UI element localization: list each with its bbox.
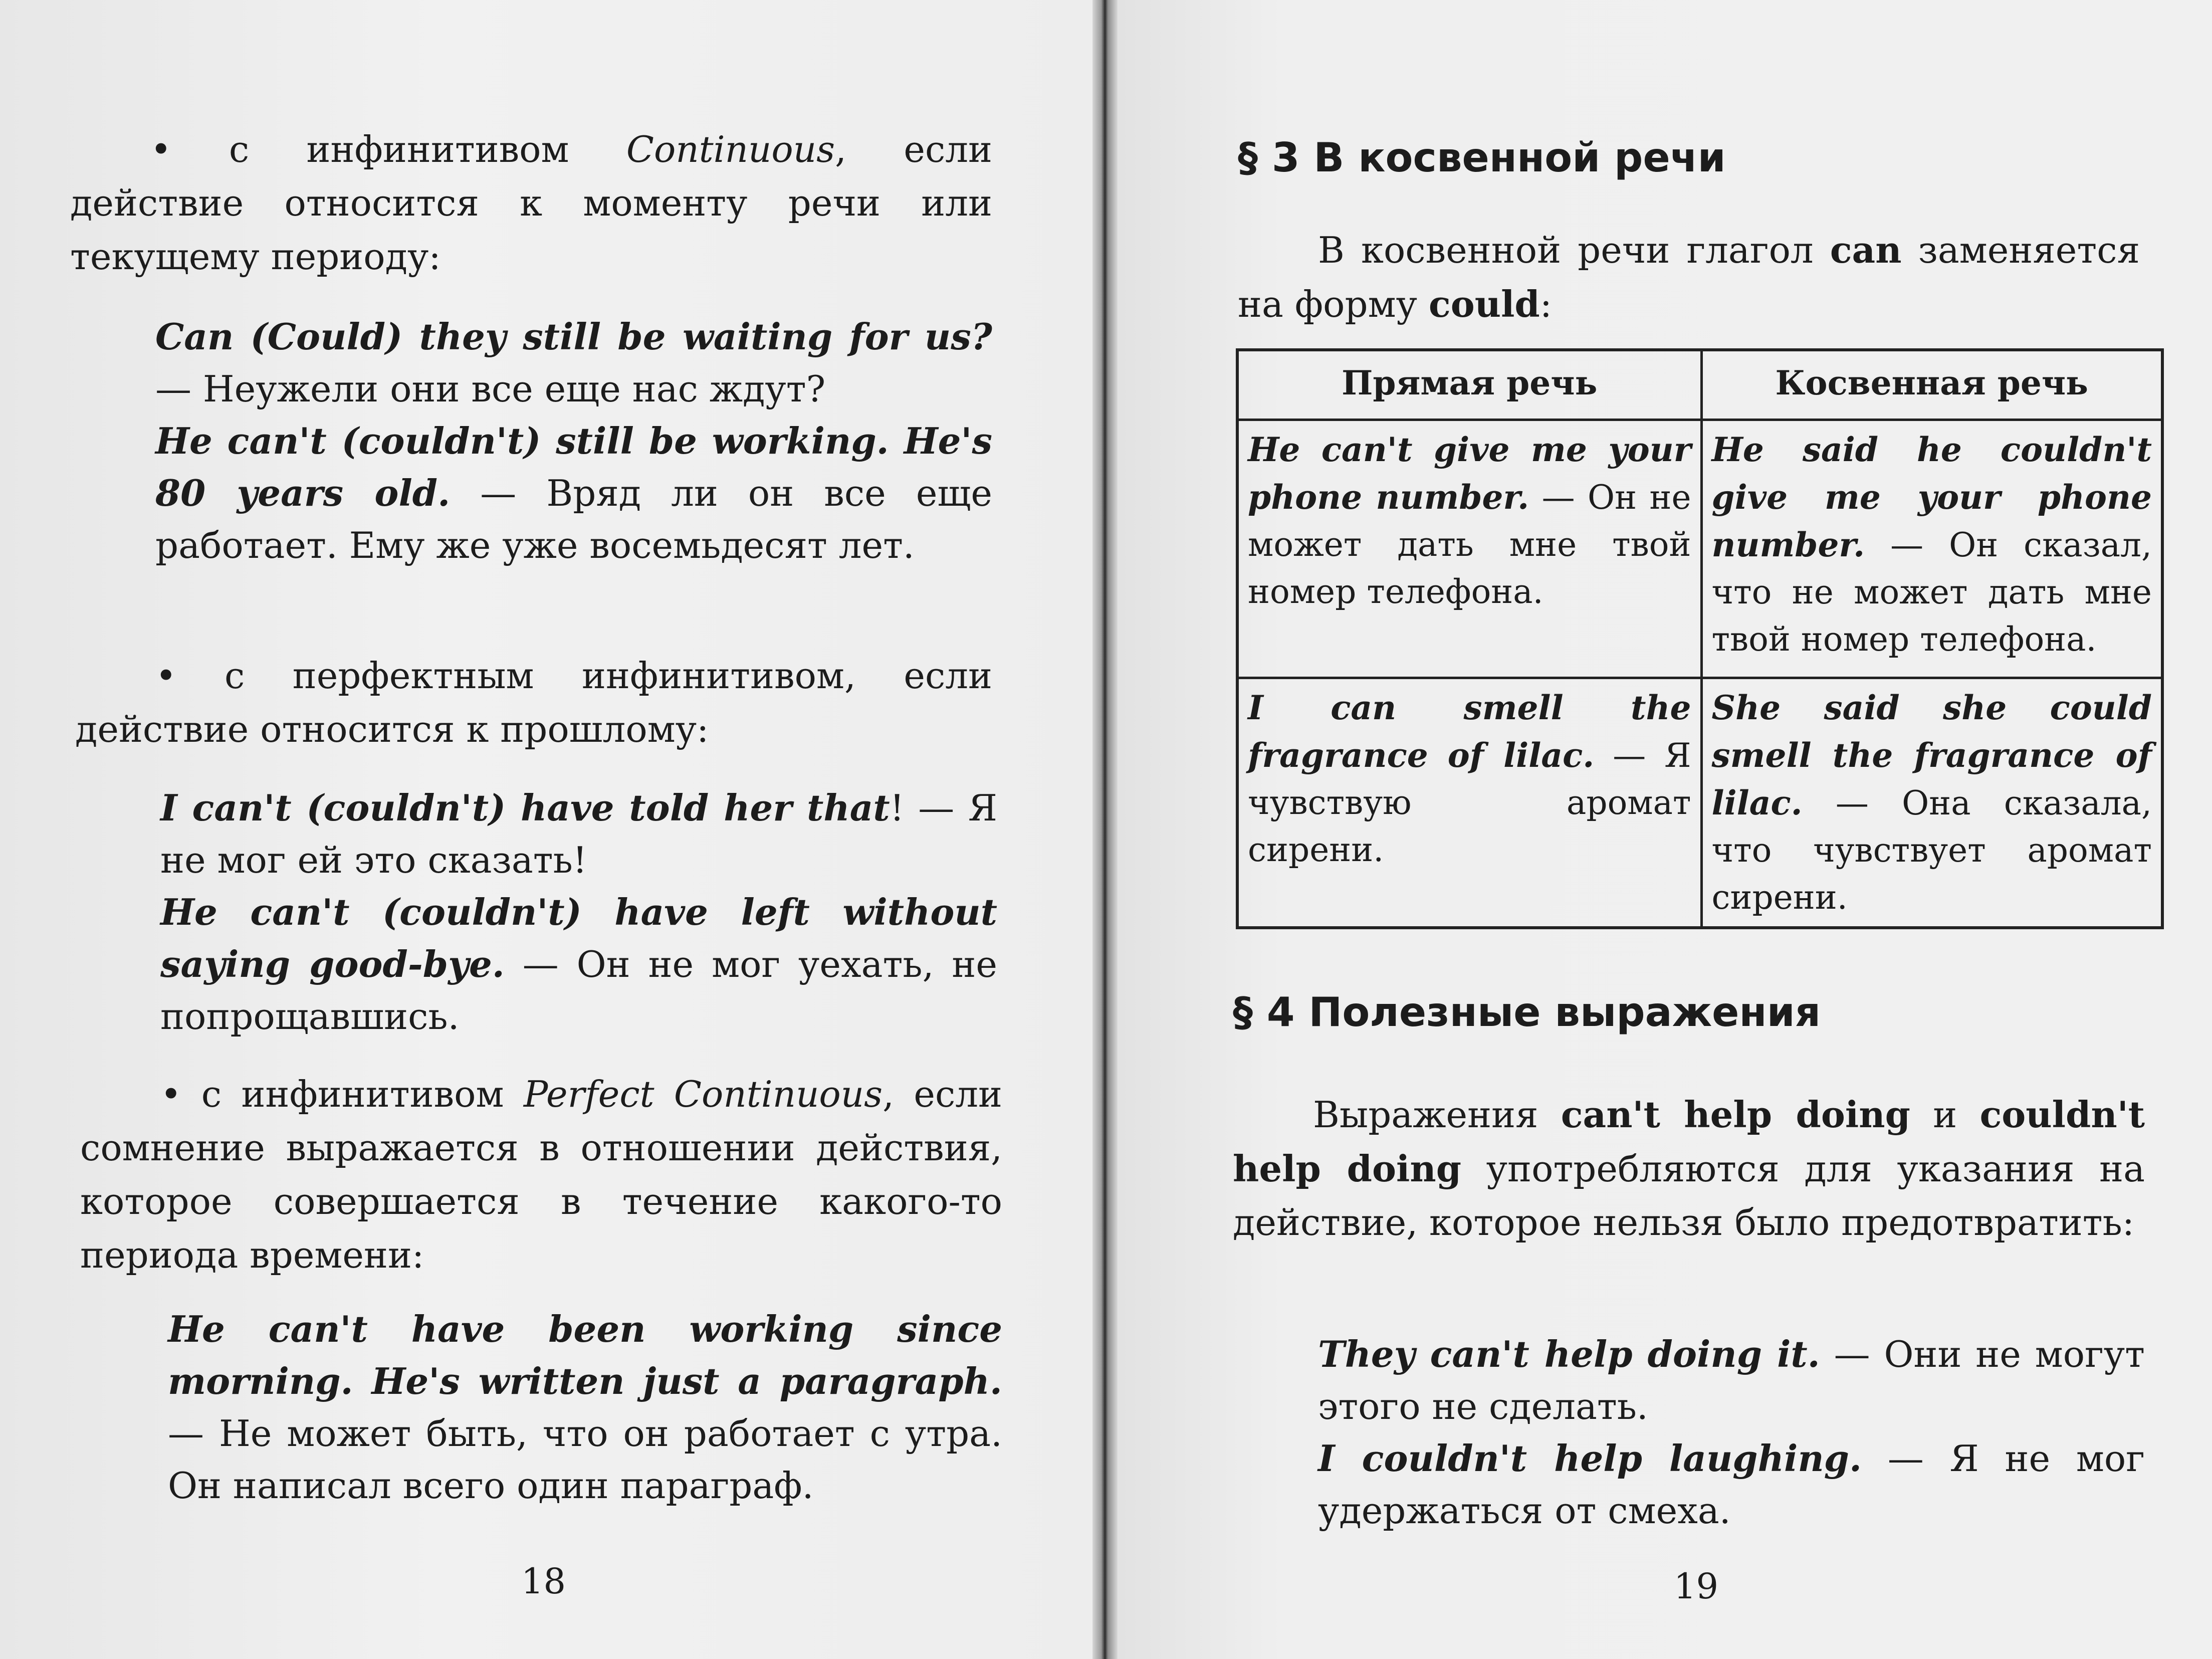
bullet-continuous [70,123,992,284]
term-continuous: Continuous [626,128,835,170]
examples-continuous [155,311,992,571]
section-4-heading: § 4 Полезные выражения [1233,989,1821,1035]
example-item: He can't have been working since morning. He's written just a paragraph. — Не может быть, что он работает с утра. Он написал всего один параграф. [168,1308,1002,1507]
section-4-intro [1233,1088,2145,1250]
bullet-perfect [75,649,992,756]
table-cell-indirect: She said she could smell the fragrance of lilac. — Она сказала, что чувствует аромат сирени. [1701,678,2162,928]
bullet-marker: • [160,1073,182,1115]
table-cell-direct: I can smell the fragrance of lilac. — Я чувствую аромат сирени. [1237,678,1701,928]
table-row [1237,420,2162,678]
left-page [0,0,1092,1659]
examples-perfect [160,782,997,1043]
table-row [1237,678,2162,928]
book-spine [1092,0,1118,1659]
example-item: He can't (couldn't) have left without saying good-bye. — Он не мог уехать, не попрощавшись. [160,891,997,1038]
example-item: They can't help doing it. — Они не могут этого не сделать. [1318,1333,2145,1427]
right-page [1118,0,2212,1659]
example-item: He can't (couldn't) still be working. He's 80 years old. — Вряд ли он все еще работает. Ему же уже восемьдесят лет. [155,420,992,566]
section-3-heading: § 3 В косвенной речи [1238,134,1726,181]
example-item: I couldn't help laughing. — Я не мог удержаться от смеха. [1318,1437,2145,1532]
term-perfect-continuous: Perfect Continuous [523,1073,883,1115]
page-number: 19 [1674,1566,1719,1607]
table-cell-indirect: He said he couldn't give me your phone number. — Он сказал, что не может дать мне твой номер телефона. [1701,420,2162,678]
bullet-marker: • [155,655,177,697]
table-header: Косвенная речь [1701,350,2162,420]
examples-perfect-continuous [168,1303,1002,1512]
bullet-continuous-text: • с инфинитивом Continuous, если действие относится к моменту речи или текущему периоду: [70,128,992,278]
bullet-perfect-continuous-text: • с инфинитивом Perfect Continuous, если сомнение выражается в отношении действия, которое совершается в течение какого-то периода времени: [80,1073,1002,1276]
table-header: Прямая речь [1237,350,1701,420]
table-cell-direct: He can't give me your phone number. — Он не может дать мне твой номер телефона. [1237,420,1701,678]
page-number: 18 [521,1561,566,1602]
example-item: I can't (couldn't) have told her that! — Я не мог ей это сказать! [160,786,997,881]
section-4-examples [1318,1328,2145,1537]
bullet-perfect-text: • с перфектным инфинитивом, если действие относится к прошлому: [75,655,992,750]
section-3-intro [1238,223,2140,331]
bullet-perfect-continuous [80,1068,1002,1282]
bullet-marker: • [150,128,172,170]
speech-table [1236,348,2164,929]
section-3-intro-text: В косвенной речи глагол can заменяется на форму could: [1238,229,2140,325]
table-header-row [1237,350,2162,420]
example-item: Can (Could) they still be waiting for us? — Неужели они все еще нас ждут? [155,315,992,410]
section-4-intro-text: Выражения can't help doing и couldn't help doing употребляются для указания на действие, которое нельзя было предотвратить: [1233,1093,2145,1243]
